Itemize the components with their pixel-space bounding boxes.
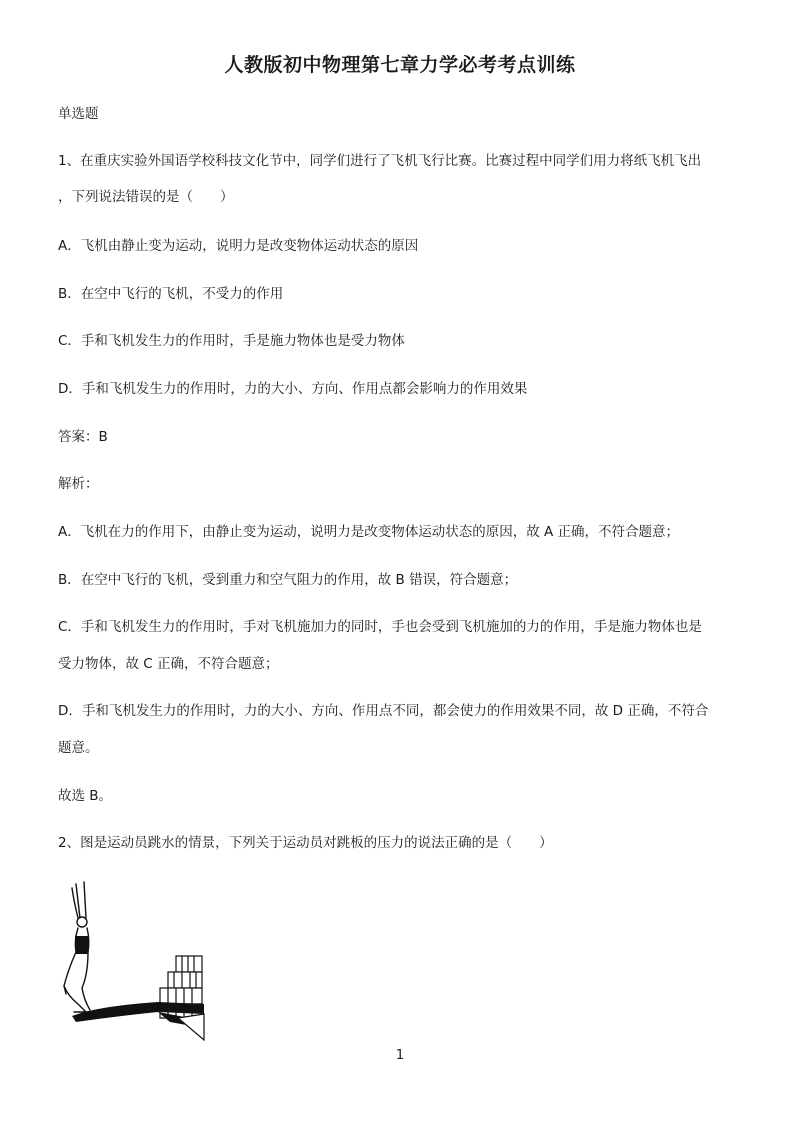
analysis-line-b: B．在空中飞行的飞机，受到重力和空气阻力的作用，故 B 错误，符合题意； xyxy=(58,572,518,588)
section-heading: 单选题 xyxy=(58,106,99,122)
analysis-line-d-cont: 题意。 xyxy=(58,740,99,756)
question-1-option-a: A．飞机由静止变为运动，说明力是改变物体运动状态的原因 xyxy=(58,238,419,254)
analysis-line-c-cont: 受力物体，故 C 正确，不符合题意； xyxy=(58,656,279,672)
question-1-option-d: D．手和飞机发生力的作用时，力的大小、方向、作用点都会影响力的作用效果 xyxy=(58,381,528,397)
analysis-line-d: D．手和飞机发生力的作用时，力的大小、方向、作用点不同，都会使力的作用效果不同，故 D 正确，不符合 xyxy=(58,703,709,719)
question-1-option-b: B．在空中飞行的飞机，不受力的作用 xyxy=(58,286,284,302)
page-number: 1 xyxy=(395,1048,405,1063)
question-1-analysis-label: 解析： xyxy=(58,476,99,492)
diver-on-springboard-figure xyxy=(58,878,218,1048)
analysis-line-c: C．手和飞机发生力的作用时，手对飞机施加力的同时，手也会受到飞机施加的力的作用，手是施力物体也是 xyxy=(58,619,702,635)
analysis-line-a: A．飞机在力的作用下，由静止变为运动，说明力是改变物体运动状态的原因，故 A 正确，不符合题意； xyxy=(58,524,680,540)
page-title: 人教版初中物理第七章力学必考考点训练 xyxy=(224,54,576,76)
question-1-option-c: C．手和飞机发生力的作用时，手是施力物体也是受力物体 xyxy=(58,333,405,349)
swimsuit xyxy=(75,936,89,954)
question-1-stem-line-2: ，下列说法错误的是（ ） xyxy=(58,189,234,205)
question-2-stem: 2、图是运动员跳水的情景，下列关于运动员对跳板的压力的说法正确的是（ ） xyxy=(58,835,553,851)
question-1-answer: 答案：B xyxy=(58,429,108,445)
question-1-stem-line-1: 1、在重庆实验外国语学校科技文化节中，同学们进行了飞机飞行比赛。比赛过程中同学们用力将纸飞机飞出 xyxy=(58,153,702,169)
question-1-conclusion: 故选 B。 xyxy=(58,788,113,804)
